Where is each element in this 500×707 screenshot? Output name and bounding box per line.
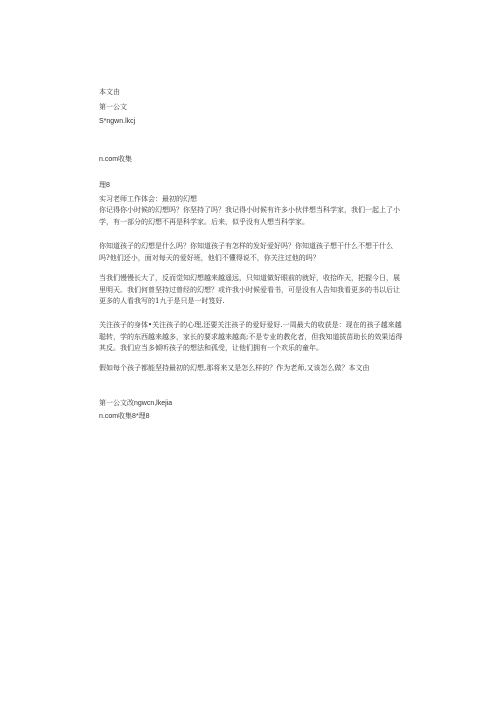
header-line-arranged: 理8 — [99, 182, 110, 189]
article-paragraph-3: 当我们慢慢长大了，反而觉知幻想越来越遥远，只知道做好眼前的就好，收拾昨天，把握今日，展里明天。我们何曾坚持过曾经的幻想？或许我小时候爱看书，可是没有人告知我看更多的书以后让更多的人看我写的1九于是只是一时笈好. — [99, 274, 400, 305]
article-title: 实习老师工作体会：最初的幻想 — [99, 195, 197, 203]
article-paragraph-4: 关注孩子的身体•关注孩子的心理,还要关注孩子的爱好爱好.一周最大的收获是：现在的孩子越来越聪转，学的东西越来越多，家长的要求越来越高;不是专业的教化者，但我知道拔苗助长的效果适得其反。我们应当多倾听孩子的想法和孤受，让他们拥有一个欢乐的童年。 — [99, 321, 403, 352]
footer-line-collected: n.com收集8*理8 — [99, 413, 150, 420]
article-paragraph-5: 假如每个孩子都能坚持最初的幻想,那将来又是怎么样的？作为老师,又该怎么做？本文由 — [99, 364, 370, 372]
article-paragraph-1: 你记得你小时候的幻想吗？你坚持了吗？我记得小时候有许多小伙伴想当科学家，我们一起上了小学，有一部分的幻想不再是科学家。后来，似乎没有人想当科学家。 — [99, 206, 400, 226]
article-paragraph-2: 你知道孩子的幻想是什么吗？你知道孩子有怎样的发好爱好吗？你知道孩子想干什么不想干什么吗?他们还小，面对每天的爱好班，他们不懂得说不，你关注过他的吗？ — [99, 242, 393, 262]
header-line-source: 本文由 — [99, 88, 120, 96]
header-line-collected: n.com收集 — [99, 156, 133, 163]
header-line-site-name: 第一公文 — [99, 103, 127, 111]
footer-line-source: 第一公文改ngwcn,lkejia — [99, 400, 173, 407]
header-line-url-part: S*ngwn.lkcj — [99, 118, 136, 125]
